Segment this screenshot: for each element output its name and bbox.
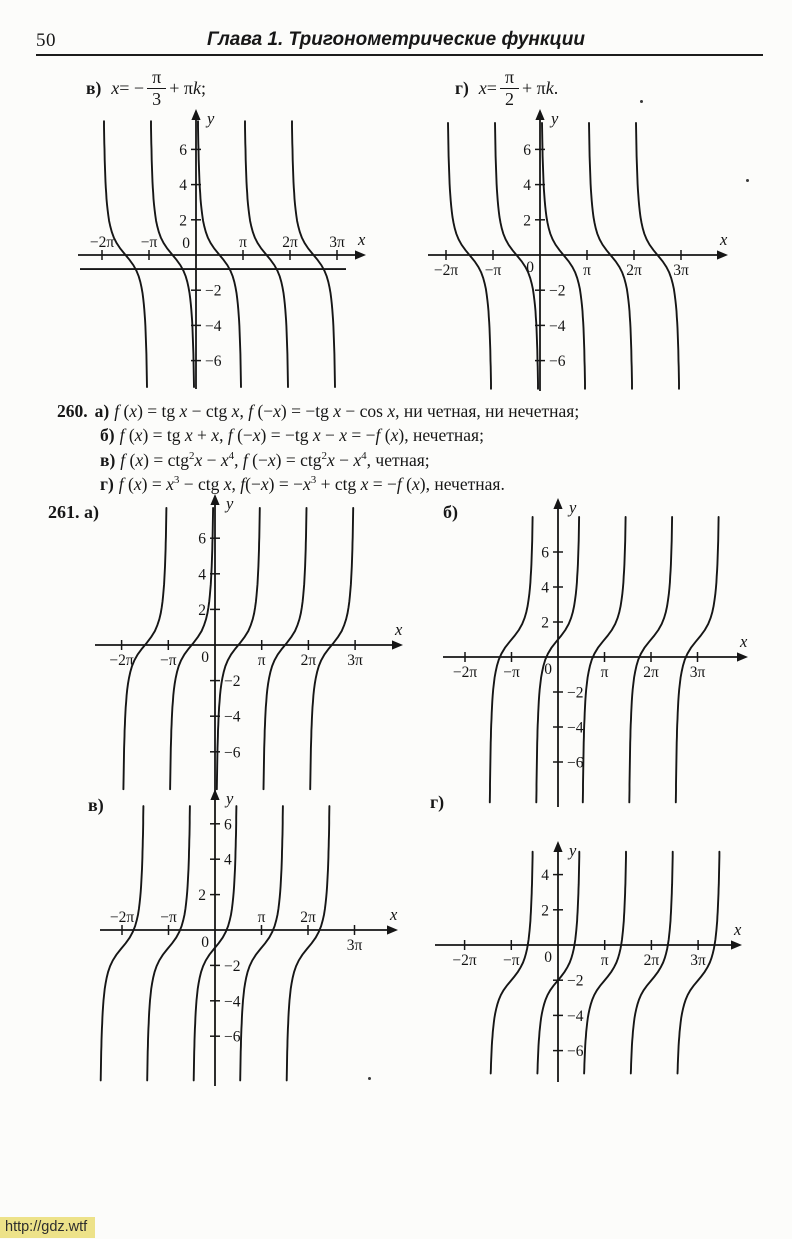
- x-axis-arrow: [387, 925, 398, 934]
- item-label-g: г): [455, 77, 469, 98]
- tick-label: 6: [179, 141, 187, 159]
- axis-letter: y: [569, 841, 577, 860]
- tick-label: −4: [567, 719, 584, 737]
- watermark-url: http://gdz.wtf: [0, 1217, 95, 1238]
- solution-line: [57, 448, 777, 472]
- tick-label: −2π: [452, 952, 477, 969]
- curve-branch: [101, 806, 144, 1080]
- tick-label: −π: [160, 652, 177, 669]
- tick-label: π: [257, 909, 266, 926]
- x-axis-arrow: [392, 640, 403, 649]
- tick-label: 4: [179, 177, 187, 195]
- tick-label: −2π: [89, 234, 115, 251]
- y-axis-arrow: [553, 498, 562, 509]
- solution-line: [57, 472, 777, 496]
- tick-label: −2π: [109, 909, 135, 926]
- tick-label: −π: [484, 262, 502, 279]
- y-axis-arrow: [553, 841, 562, 852]
- tick-label: 2π: [300, 652, 317, 669]
- y-axis-arrow: [210, 494, 219, 505]
- curve-branch: [198, 121, 241, 387]
- tick-label: 2: [541, 902, 549, 920]
- formula-variable: x: [478, 77, 487, 98]
- y-axis-arrow: [191, 109, 200, 120]
- tick-label: −π: [140, 234, 158, 251]
- tick-label: 2π: [643, 664, 659, 681]
- tick-label: −4: [205, 317, 222, 335]
- curve-branch: [292, 121, 335, 387]
- tick-label: 3π: [690, 952, 706, 969]
- item-label: в): [100, 449, 116, 470]
- tick-label: 2π: [282, 234, 298, 251]
- item-label: а): [84, 502, 99, 522]
- graph-261b: [420, 495, 756, 815]
- tick-label: 6: [523, 141, 531, 159]
- y-axis-arrow: [535, 109, 544, 120]
- fraction-denominator: 3: [152, 88, 162, 109]
- item-label: б): [443, 502, 458, 522]
- x-axis-arrow: [355, 250, 366, 259]
- axis-letter: x: [395, 620, 403, 639]
- curve-branch: [245, 121, 288, 387]
- tick-label: 4: [541, 579, 549, 597]
- item-label: г): [430, 792, 445, 812]
- fraction-numerator: π: [500, 68, 519, 89]
- tick-label: −π: [503, 664, 520, 681]
- problem-number: 261.: [48, 502, 80, 522]
- tick-label: 4: [198, 566, 206, 584]
- tick-label: −6: [567, 754, 584, 772]
- tick-label: 4: [224, 851, 232, 869]
- scan-speck: [746, 179, 749, 182]
- tick-label: 2: [198, 887, 206, 905]
- tick-label: −4: [549, 317, 566, 335]
- tick-label: 2: [541, 614, 549, 632]
- tick-label: −2: [224, 957, 241, 975]
- tick-label: 2π: [300, 909, 316, 926]
- page-number: 50: [36, 30, 56, 51]
- fraction: [500, 68, 519, 109]
- item-label: а): [94, 401, 110, 421]
- formula-tail: + π: [522, 77, 546, 98]
- axis-letter: x: [734, 920, 742, 939]
- tick-label: 2π: [626, 262, 642, 279]
- tick-label: 3π: [689, 664, 706, 681]
- solution-text: f (x) = tg x − ctg x, f (−x) = −tg x − cos x, ни четная, ни нечетная;: [114, 401, 580, 421]
- tick-label: 0: [182, 235, 190, 252]
- tick-label: −2π: [433, 262, 459, 279]
- x-axis-arrow: [717, 250, 728, 259]
- formula-variable: x: [111, 77, 120, 98]
- tick-label: −4: [224, 708, 241, 726]
- tick-label: π: [600, 664, 609, 681]
- axis-letter: x: [358, 230, 366, 249]
- formula-k: k: [545, 77, 554, 98]
- item-label-v: в): [86, 77, 102, 98]
- graph-261a: [75, 495, 417, 801]
- tick-label: −6: [205, 353, 222, 371]
- formula-equals: = −: [119, 77, 145, 98]
- graph-answer-v: [60, 110, 382, 396]
- x-axis-arrow: [737, 652, 748, 661]
- tick-label: 4: [523, 177, 531, 195]
- tick-label: −2π: [452, 664, 478, 681]
- graph-261v: [60, 790, 406, 1092]
- tick-label: 3π: [347, 652, 363, 669]
- scan-speck: [640, 100, 643, 103]
- tick-label: 2: [198, 601, 206, 619]
- tick-label: 0: [201, 934, 209, 951]
- formula-end: ;: [200, 77, 206, 98]
- formula-answer-v: [86, 62, 206, 114]
- tick-label: −π: [160, 909, 177, 926]
- tick-label: −2: [567, 972, 584, 990]
- solution-line: [57, 423, 777, 447]
- problem-260-solution: [57, 399, 777, 497]
- formula-equals: =: [486, 77, 497, 98]
- tick-label: −2: [224, 673, 241, 691]
- tick-label: π: [239, 234, 247, 251]
- x-axis-arrow: [731, 940, 742, 949]
- curve-branch: [147, 806, 190, 1080]
- tick-label: −2: [567, 684, 584, 702]
- chapter-title: Глава 1. Тригонометрические функции: [207, 29, 585, 50]
- tick-label: 2: [179, 212, 187, 230]
- tick-label: 6: [198, 530, 206, 548]
- axis-letter: y: [226, 789, 234, 808]
- formula-end: .: [553, 77, 559, 98]
- formula-k: k: [192, 77, 201, 98]
- tick-label: π: [583, 262, 591, 279]
- tick-label: 0: [526, 259, 534, 276]
- fraction-numerator: π: [147, 68, 166, 89]
- tick-label: π: [600, 952, 609, 969]
- tick-label: 3π: [673, 262, 689, 279]
- tick-label: −2: [549, 282, 566, 300]
- curve-branch: [240, 806, 283, 1080]
- curve-branch: [104, 121, 147, 387]
- y-axis-arrow: [210, 789, 219, 800]
- tick-label: 6: [224, 816, 232, 834]
- formula-answer-g: [455, 62, 558, 114]
- fraction-denominator: 2: [504, 88, 514, 109]
- formula-tail: + π: [169, 77, 193, 98]
- axis-letter: y: [551, 109, 559, 128]
- axis-letter: y: [226, 494, 234, 513]
- axis-letter: x: [720, 230, 728, 249]
- solution-text: f $(x) = ctg^2x - x^4$, f $(-x) = ctg^2x - x^4$, четная;: [120, 449, 430, 470]
- tick-label: −6: [549, 353, 566, 371]
- curve-branch: [287, 806, 330, 1080]
- curve-branch: [310, 508, 353, 789]
- tick-label: 0: [544, 949, 552, 966]
- header-rule: [36, 54, 763, 56]
- item-label: в): [88, 795, 104, 815]
- tick-label: 0: [201, 649, 209, 666]
- solution-line: [57, 399, 777, 423]
- scan-speck: [368, 1077, 371, 1080]
- tick-label: 4: [541, 867, 549, 885]
- item-label: б): [100, 425, 115, 446]
- tick-label: 2π: [643, 952, 660, 969]
- tick-label: −π: [503, 952, 520, 969]
- axis-letter: x: [740, 632, 748, 651]
- tick-label: −4: [224, 993, 241, 1011]
- problem-number: 260.: [57, 401, 88, 421]
- tick-label: −4: [567, 1007, 584, 1025]
- tick-label: 3π: [329, 234, 345, 251]
- curve-branch: [264, 508, 307, 789]
- tick-label: 3π: [346, 937, 363, 954]
- fraction: [147, 68, 166, 109]
- solution-text: f $(x) = x^3$ − ctg x, $f(-x) = -x^3$ + ctg x = −f (x), нечетная.: [118, 474, 505, 495]
- tick-label: −2π: [109, 652, 134, 669]
- curve-branch: [151, 121, 194, 387]
- tick-label: −6: [567, 1043, 584, 1061]
- graph-answer-g: [400, 110, 738, 396]
- tick-label: 0: [544, 661, 552, 678]
- curve-branch: [123, 508, 166, 789]
- graph-261g: [420, 800, 760, 1088]
- axis-letter: y: [207, 109, 215, 128]
- tick-label: −6: [224, 1028, 241, 1046]
- item-label: г): [100, 474, 114, 495]
- tick-label: 2: [523, 212, 531, 230]
- axis-letter: x: [390, 905, 398, 924]
- axis-letter: y: [569, 498, 577, 517]
- tick-label: −2: [205, 282, 222, 300]
- tick-label: 6: [541, 544, 549, 562]
- tick-label: π: [257, 652, 266, 669]
- tick-label: −6: [224, 744, 241, 762]
- solution-text: f (x) = tg x + x, f (−x) = −tg x − x = −f (x), нечетная;: [119, 425, 484, 446]
